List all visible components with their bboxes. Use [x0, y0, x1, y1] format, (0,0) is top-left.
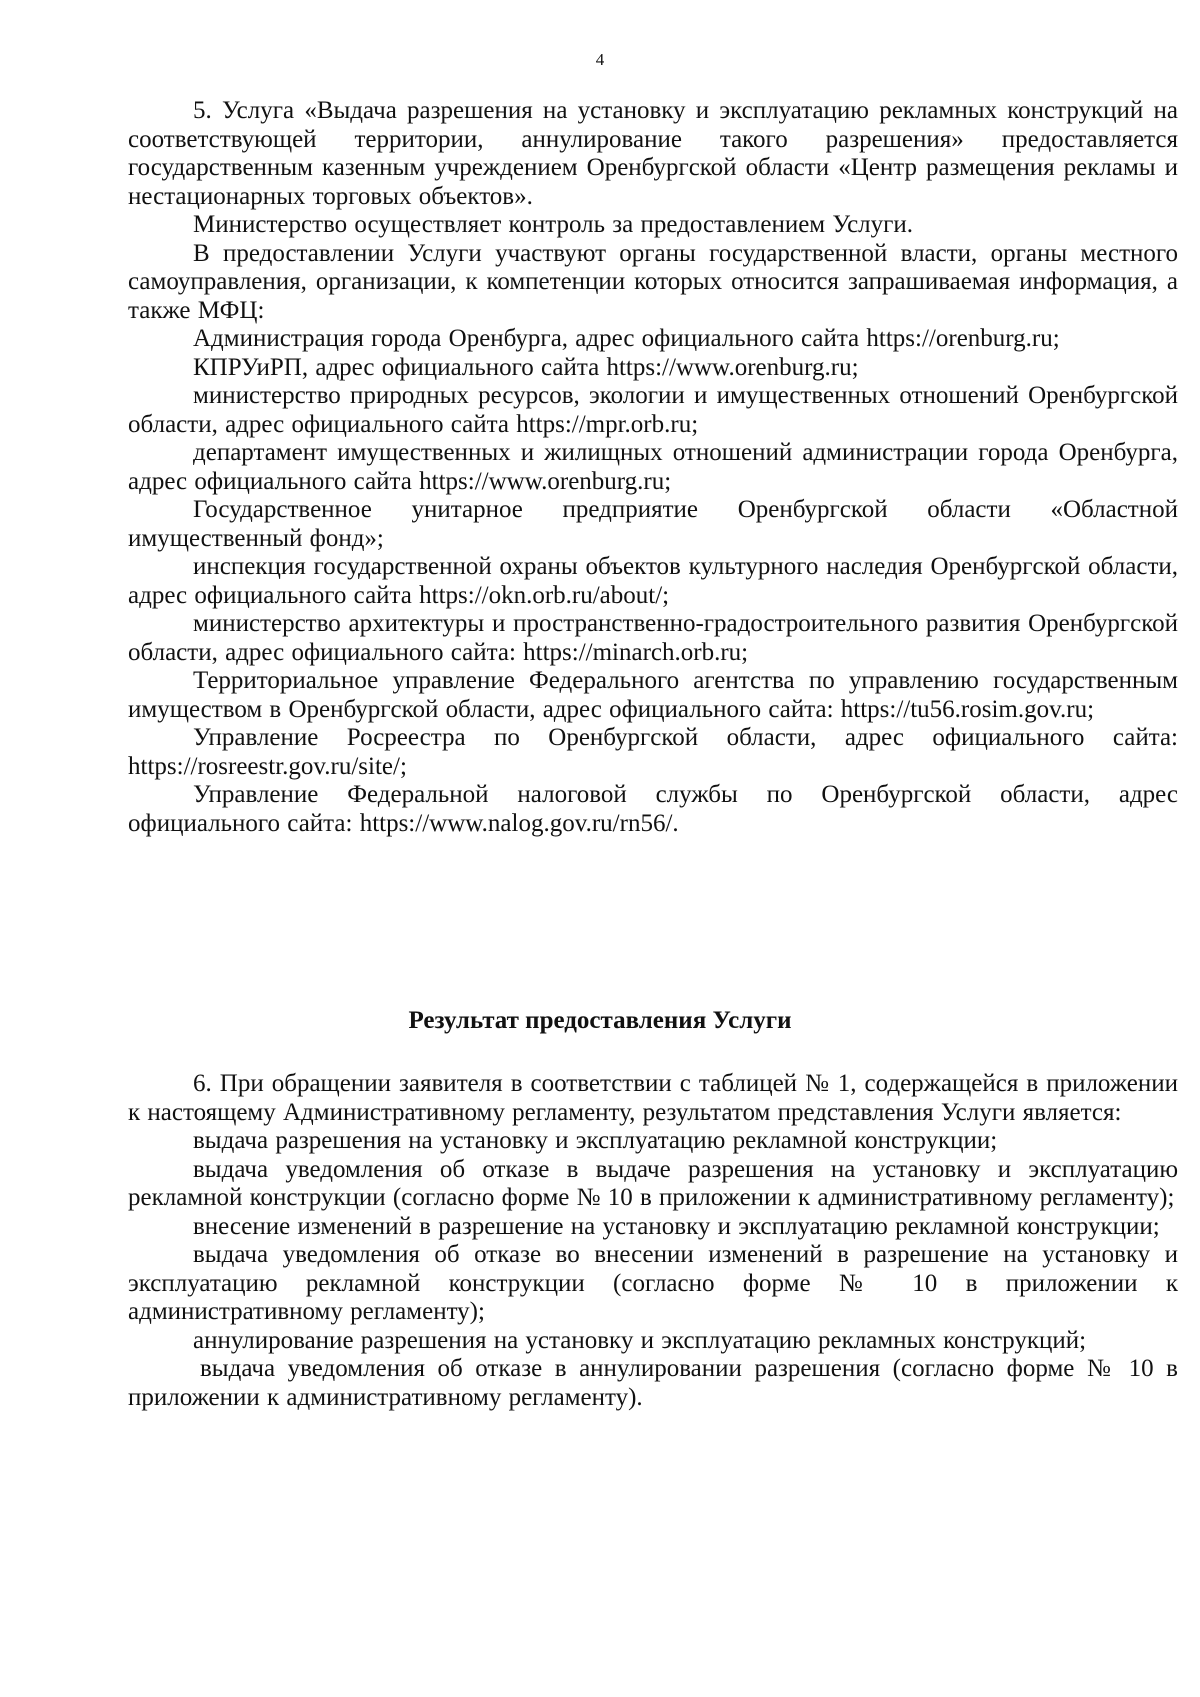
paragraph: министерство архитектуры и пространственно-градостроительного развития Оренбургской области, адрес официального сайта: https://minarch.orb.ru; [128, 610, 1178, 666]
paragraph: Государственное унитарное предприятие Оренбургской области «Областной имущественный фонд»; [128, 496, 1178, 552]
paragraph: Министерство осуществляет контроль за предоставлением Услуги. [193, 211, 914, 238]
paragraph: внесение изменений в разрешение на установку и эксплуатацию рекламной конструкции; [193, 1212, 1160, 1240]
paragraph: министерство природных ресурсов, экологии и имущественных отношений Оренбургской области, адрес официального сайта https://mpr.orb.ru; [128, 382, 1178, 438]
paragraph: инспекция государственной охраны объектов культурного наследия Оренбургской области, адрес официального сайта https://okn.orb.ru/about/; [128, 553, 1178, 609]
paragraph: КПРУиРП, адрес официального сайта https://www.orenburg.ru; [193, 353, 859, 381]
paragraph: Администрация города Оренбурга, адрес официального сайта https://orenburg.ru; [193, 325, 1060, 352]
paragraph: выдача уведомления об отказе во внесении изменений в разрешение на установку и эксплуатацию рекламной конструкции (согласно форме № 10 в приложении к административному регламенту); [128, 1241, 1178, 1325]
paragraph: 5. Услуга «Выдача разрешения на установку и эксплуатацию рекламных конструкций на соответствующей территории, аннулирование такого разрешения» предоставляется государственным казенным учреждением Оренбургской области «Центр размещения рекламы и нестационарных торговых объектов». [128, 97, 1178, 210]
paragraph: аннулирование разрешения на установку и эксплуатацию рекламных конструкций; [193, 1326, 1087, 1354]
paragraph: Управление Федеральной налоговой службы по Оренбургской области, адрес официального сайта: https://www.nalog.gov.ru/rn56/. [128, 781, 1178, 837]
paragraph: Управление Росреестра по Оренбургской области, адрес официального сайта: https://rosreestr.gov.ru/site/; [128, 724, 1178, 780]
page-number: 4 [595, 50, 605, 69]
paragraph: департамент имущественных и жилищных отношений администрации города Оренбурга, адрес официального сайта https://www.orenburg.ru; [128, 439, 1178, 495]
paragraph: Территориальное управление Федерального агентства по управлению государственным имуществом в Оренбургской области, адрес официального сайта: https://tu56.rosim.gov.ru; [128, 667, 1178, 723]
paragraph: выдача уведомления об отказе в выдаче разрешения на установку и эксплуатацию рекламной конструкции (согласно форме № 10 в приложении к административному регламенту); [128, 1155, 1178, 1211]
section-service-result [128, 1070, 1178, 1412]
paragraph: выдача разрешения на установку и эксплуатацию рекламной конструкции; [193, 1127, 998, 1154]
section-heading: Результат предоставления Услуги [408, 1007, 792, 1034]
paragraph: В предоставлении Услуги участвуют органы государственной власти, органы местного самоуправления, организации, к компетенции которых относится запрашиваемая информация, а также МФЦ: [128, 239, 1178, 324]
paragraph: выдача уведомления об отказе в аннулировании разрешения (согласно форме № 10 в приложении к административному регламенту). [128, 1355, 1178, 1411]
paragraph: 6. При обращении заявителя в соответствии с таблицей № 1, содержащейся в приложении к настоящему Административному регламенту, результатом представления Услуги является: [128, 1070, 1178, 1126]
section-service-providers [128, 97, 1178, 838]
